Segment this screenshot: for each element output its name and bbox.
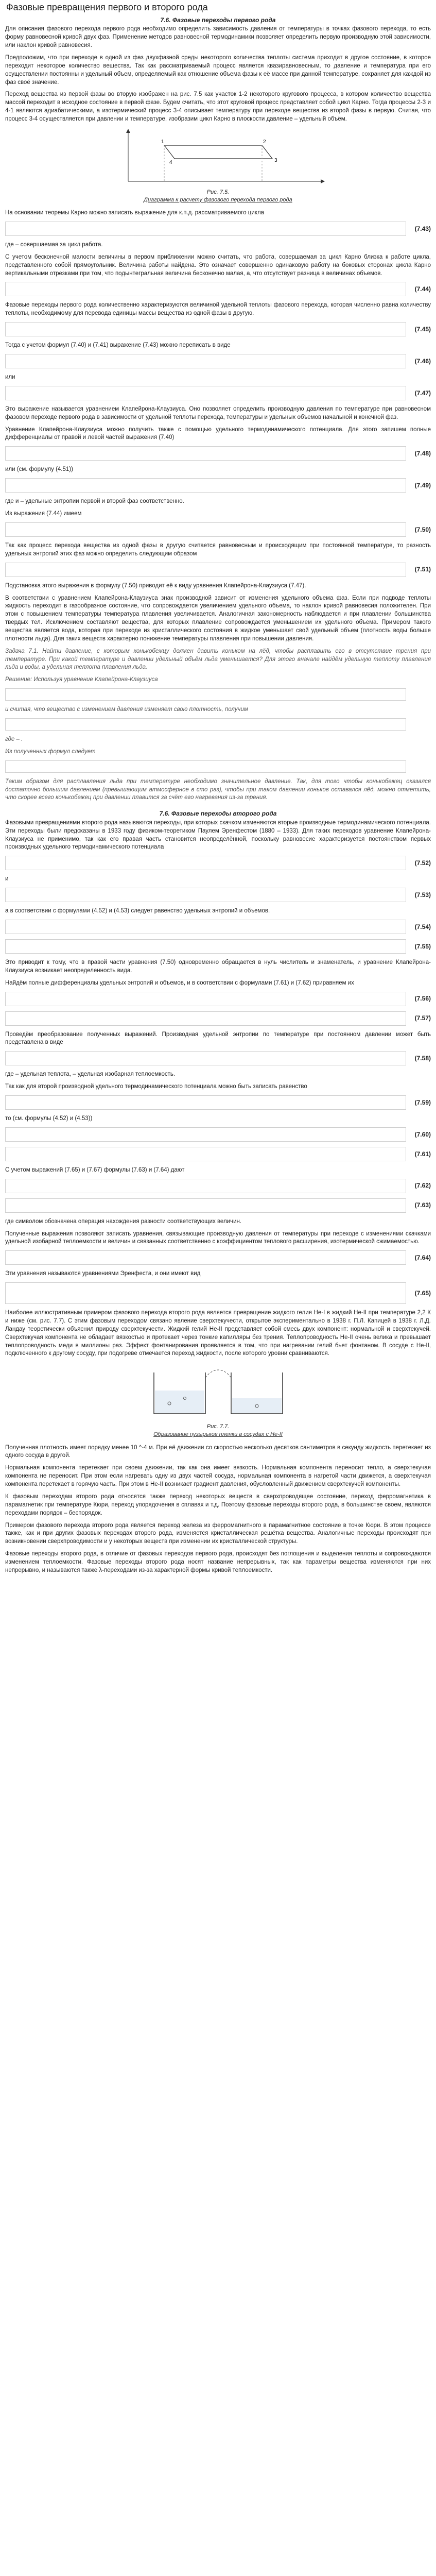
- section-heading: Фазовые переходы первого рода: [172, 16, 276, 24]
- task-paragraph: Таким образом для расплавления льда при температуре необходимо значительное давление. Так, для того чтобы конькобежец оказался достаточно большим давлением (превышающим атмосферное в сто раз), чтобы при таком давлении коньков оставался лёд, можно отметить, что скорее всего конькобежец при давлении плавится за счёт его нагревания из-за трения.: [5, 778, 431, 801]
- equation-row: [5, 760, 431, 773]
- task-paragraph: и считая, что вещество с изменением давления изменяет свою плотность, получим: [5, 706, 248, 713]
- equation-formula: [5, 563, 406, 577]
- task-paragraph: Задача 7.1. Найти давление, с которым конькобежцу должен давить коньком на лёд, чтобы расплавить его в отсутствие трения при температуре. При какой температуре и давлении удельный объём льда уменьшается? Для этого вначале найдём удельную теплоту плавления льда и воды, а удельная теплота плавления льда.: [5, 648, 431, 671]
- carnot-cycle-diagram: [108, 128, 329, 188]
- equation-row: [5, 1147, 431, 1161]
- section-title-first-order: [5, 16, 431, 25]
- paragraph: Найдём полные дифференциалы удельных энтропий и объемов, и в соответствии с формулами (7.61) и (7.62) приравняем их: [5, 979, 354, 986]
- equation-number: (7.61): [414, 1150, 431, 1158]
- page-title: Фазовые превращения первого и второго рода: [6, 2, 208, 12]
- equation-number: (7.56): [414, 995, 431, 1003]
- equation-formula: [5, 1179, 406, 1193]
- equation-number: (7.50): [414, 526, 431, 533]
- equation-formula: [5, 1127, 406, 1142]
- paragraph: Эти уравнения называются уравнениями Эренфеста, и они имеют вид: [5, 1270, 201, 1277]
- section-number: 7.6.: [159, 810, 170, 818]
- section-title-second-order: [5, 809, 431, 818]
- equation-formula: [5, 354, 406, 368]
- figure-caption-text: Диаграмма к расчету фазового перехода первого рода: [144, 197, 292, 203]
- task-paragraph: где – .: [5, 736, 23, 742]
- equation-row: [5, 1095, 431, 1110]
- paragraph: Фазовыми превращениями второго рода называются переходы, при которых скачком изменяются вторые производные термодинамического потенциала. Эти переходы были предсказаны в 1933 году физиком-теоретиком Паулем Эренфестом (1880 – 1933). Для таких переходов уравнение Клапейрона-Клаузиуса не применимо, так как его правая часть становится неопределённой, поскольку равновесие характеризуется постоянством первых производных удельного термодинамического потенциала: [5, 819, 431, 851]
- equation-formula: [5, 992, 406, 1006]
- equation-number: (7.59): [414, 1098, 431, 1106]
- svg-text:2: 2: [263, 139, 266, 145]
- paragraph: то (см. формулы (4.52) и (4.53)): [5, 1115, 93, 1122]
- equation-number: (7.45): [414, 325, 431, 333]
- equation-number: (7.47): [414, 389, 431, 397]
- equation-row: [5, 888, 431, 902]
- equation-row: [5, 478, 431, 493]
- equation-row: [5, 688, 431, 701]
- paragraph: Наиболее иллюстративным примером фазового перехода второго рода является превращение жидкого гелия He-I в жидкий He-II при температуре 2,2 К и ниже (см. рис. 7.7). С этим фазовым переходом связано явление сверхтекучести, открытое экспериментально в 1938 г. П.Л. Капицей в 1938 г. Л.Д. Ландау теоретически объяснил природу сверхтекучести. Жидкий гелий He-II представляет собой смесь двух компонент: нормальной и сверхтекучей. Сверхтекучая компонента не обладает вязкостью и протекает через тонкие капилляры без трения. Теплопроводность He-II очень велика и превышает теплопроводность меди в миллионы раз. Эффект фонтанирования проявляется в том, что при нагревании гелий бьет фонтаном. В сосуде с He-II, подключенного к другому сосуду, при подогреве отмечается переход жидкости, после которого уровни сравниваются.: [5, 1310, 431, 1357]
- equation-formula: [5, 939, 406, 954]
- task-paragraph: Решение: Используя уравнение Клапейрона-Клаузиуса: [5, 676, 158, 683]
- paragraph: и: [5, 876, 9, 883]
- equation-row: [5, 1179, 431, 1193]
- equation-number: (7.46): [414, 357, 431, 365]
- equation-row: [5, 1198, 431, 1213]
- equation-number: (7.57): [414, 1014, 431, 1022]
- equation-row: [5, 354, 431, 368]
- paragraph: Предположим, что при переходе в одной из фаз двухфазной среды некоторого количества теплоты система приходит в другое состояние, в которое переходит некоторое количество вещества. Так как рассматриваемый процесс является квазиравновесным, то давление и температура при его осуществлении постоянны и удельный объем, определяемый как отношение объема фазы к её массе при данной температуре, сохраняет для каждой из фаз своё значение.: [5, 54, 431, 86]
- equation-number: (7.64): [414, 1253, 431, 1261]
- svg-text:4: 4: [169, 159, 172, 165]
- document-page: [5, 0, 431, 1575]
- equation-formula: [5, 1011, 406, 1026]
- paragraph: Фазовые переходы второго рода, в отличие от фазовых переходов первого рода, происходят без поглощения и выделения теплоты и сопровождаются изменением теплоемкости. Фазовые переходы второго рода носят название непрерывных, так как параметры вещества изменяются при них непрерывно, и называются также λ-переходами из-за характерной формы кривой теплоемкости.: [5, 1551, 431, 1573]
- equation-formula: [5, 760, 406, 773]
- equation-formula: [5, 478, 406, 493]
- equation-number: (7.60): [414, 1130, 431, 1138]
- svg-text:1: 1: [161, 139, 164, 145]
- paragraph: К фазовым переходам второго рода относятся также переход некоторых веществ в сверхпроводящее состояние, переход ферромагнетика в парамагнетик при температуре Кюри, переход упорядочения в сплавах и т.д. Поэтому фазовые переходы второго рода, в большинстве своем, являются переходами порядок – беспорядок.: [5, 1493, 431, 1516]
- svg-text:3: 3: [274, 157, 277, 163]
- equation-number: (7.53): [414, 891, 431, 899]
- figure-7-7-caption: [5, 1423, 431, 1438]
- paragraph: Это приводит к тому, что в правой части уравнения (7.50) одновременно обращается в нуль числитель и знаменатель, и уравнение Клапейрона-Клаузиуса возникает неопределенность вида.: [5, 959, 431, 974]
- equation-formula: [5, 856, 406, 870]
- paragraph: В соответствии с уравнением Клапейрона-Клаузиуса знак производной зависит от изменения удельного объема фаз. Если при подводе теплоты жидкость переходит в газообразное состояние, что сопровождается увеличением удельного объема, то наклон кривой равновесия положителен. При этом с повышением температуры температура плавления увеличивается. Аналогичная закономерность наблюдается и при плавлении большинства твердых тел. Исключением составляют вещества, для которых плавление сопровождается уменьшением их удельного объема. Примером такого вещества является вода, которая при переходе из кристаллического состояния в жидкое уменьшает свой удельный объем (плотность воды больше плотности льда). Для таких веществ характерно понижение температуры плавления при повышении давления.: [5, 595, 431, 642]
- figure-label: Рис. 7.7.: [206, 1423, 230, 1430]
- paragraph: Это выражение называется уравнением Клапейрона-Клаузиуса. Оно позволяет определить производную давления по температуре при равновесном фазовом переходе первого рода в зависимости от удельной теплоты перехода, температуры и удельных объемов начальной и конечной фаз.: [5, 405, 431, 420]
- paragraph: Так как для второй производной удельного термодинамического потенциала можно быть записать равенство: [5, 1083, 307, 1090]
- paragraph: а в соответствии с формулами (4.52) и (4.53) следует равенство удельных энтропий и объемов.: [5, 908, 270, 914]
- equation-number: (7.58): [414, 1054, 431, 1062]
- equation-formula: [5, 1051, 406, 1065]
- paragraph: Примером фазового перехода второго рода является переход железа из ферромагнитного в парамагнитное состояние в точке Кюри. В этом процессе также, как и при других фазовых переходах второго рода, изменяется кристаллическая решётка вещества. Аналогичные переходы происходят при возникновении сверхпроводимости и у некоторых веществ при изменении их кристаллической структуры.: [5, 1522, 431, 1545]
- equation-formula: [5, 718, 406, 731]
- paragraph: Полученная плотность имеет порядку менее 10 ^-4 м. При её движении со скоростью несколько десятков сантиметров в секунду жидкость перетекает из одного сосуда в другой.: [5, 1444, 431, 1459]
- paragraph: Полученные выражения позволяют записать уравнения, связывающие производную давления от температуры при переходе с изменениями скачками удельной изобарной теплоемкости и величин и связанных соответственно с коэффициентом теплового расширения, изотермической сжимаемостью.: [5, 1230, 431, 1245]
- equation-formula: [5, 522, 406, 537]
- equation-row: [5, 282, 431, 296]
- paragraph: где – совершаемая за цикл работа.: [5, 242, 103, 248]
- paragraph: На основании теоремы Карно можно записать выражение для к.п.д. рассматриваемого цикла: [5, 210, 265, 216]
- equation-row: [5, 322, 431, 336]
- paragraph: или (см. формулу (4.51)): [5, 466, 73, 473]
- equation-row: [5, 1250, 431, 1265]
- equation-formula: [5, 920, 406, 934]
- paragraph: Для описания фазового перехода первого рода необходимо определить зависимость давления от температуры в точках фазового перехода, то есть форму равновесной кривой двух фаз. Применение методов равновесной термодинамики позволяет определить первую производную этой зависимости, или наклон кривой равновесия.: [5, 26, 431, 49]
- equation-row: [5, 386, 431, 400]
- equation-number: (7.62): [414, 1182, 431, 1190]
- equation-row: [5, 222, 431, 236]
- equation-row: [5, 920, 431, 934]
- equation-row: [5, 856, 431, 870]
- paragraph: С учетом выражений (7.65) и (7.67) формулы (7.63) и (7.64) дают: [5, 1166, 185, 1173]
- equation-row: [5, 1051, 431, 1065]
- paragraph: Фазовые переходы первого рода количественно характеризуются величиной удельной теплоты фазового перехода, которая численно равна количеству теплоты, необходимому для перевода единицы массы вещества из одной фазы в другую.: [5, 302, 431, 317]
- paragraph: Проведём преобразование полученных выражений. Производная удельной энтропии по температуре при постоянном давлении может быть представлена в виде: [5, 1031, 431, 1046]
- figure-7-5-diagram: [108, 128, 329, 188]
- task-paragraph: Из полученных формул следует: [5, 748, 96, 755]
- paragraph: где – удельная теплота, – удельная изобарная теплоемкость.: [5, 1071, 176, 1078]
- equation-row: [5, 718, 431, 731]
- equation-formula: [5, 1095, 406, 1110]
- equation-row: [5, 563, 431, 577]
- equation-number: (7.52): [414, 859, 431, 867]
- equation-formula: [5, 222, 406, 236]
- helium-vessels-diagram: [108, 1362, 329, 1422]
- paragraph: Из выражения (7.44) имеем: [5, 511, 82, 517]
- equation-row: [5, 1011, 431, 1026]
- section-heading: Фазовые переходы второго рода: [171, 810, 277, 818]
- paragraph: Тогда с учетом формул (7.40) и (7.41) выражение (7.43) можно переписать в виде: [5, 342, 231, 349]
- paragraph: где символом обозначена операция нахождения разности соответствующих величин.: [5, 1218, 242, 1225]
- equation-row: [5, 992, 431, 1006]
- equation-number: (7.43): [414, 225, 431, 232]
- figure-7-7-diagram: [108, 1362, 329, 1422]
- figure-caption-text: Образование пузырьков пленки в сосудах с He-II: [153, 1431, 283, 1438]
- equation-formula: [5, 386, 406, 400]
- equation-number: (7.63): [414, 1201, 431, 1209]
- paragraph: Подстановка этого выражения в формулу (7.50) приводит её к виду уравнения Клапейрона-Клаузиуса (7.47).: [5, 582, 306, 589]
- equation-number: (7.54): [414, 923, 431, 930]
- equation-number: (7.55): [414, 942, 431, 950]
- equation-formula: [5, 688, 406, 701]
- equation-formula: [5, 322, 406, 336]
- equation-formula: [5, 888, 406, 902]
- equation-number: (7.51): [414, 566, 431, 573]
- equation-formula: [5, 1250, 406, 1265]
- equation-formula: [5, 446, 406, 461]
- equation-number: (7.49): [414, 481, 431, 489]
- section-number: 7.6.: [160, 16, 171, 24]
- equation-number: (7.48): [414, 450, 431, 457]
- equation-formula: [5, 1147, 406, 1161]
- paragraph: или: [5, 374, 15, 381]
- equation-formula: [5, 1198, 406, 1213]
- equation-formula: [5, 282, 406, 296]
- paragraph: где и – удельные энтропии первой и второй фаз соответственно.: [5, 498, 184, 505]
- equation-row: [5, 939, 431, 954]
- equation-number: (7.44): [414, 285, 431, 293]
- figure-label: Рис. 7.5.: [206, 189, 230, 195]
- equation-row: [5, 1282, 431, 1304]
- figure-7-5-caption: [5, 189, 431, 204]
- paragraph: Так как процесс перехода вещества из одной фазы в другую считается равновесным и происходящим при постоянной температуре, то разность удельных энтропий этих фаз можно определить следующим образом: [5, 542, 431, 557]
- equation-row: [5, 446, 431, 461]
- equation-row: [5, 522, 431, 537]
- equation-formula: [5, 1282, 406, 1304]
- paragraph: Переход вещества из первой фазы во вторую изображен на рис. 7.5 как участок 1-2 некоторого кругового процесса, в котором количество вещества массой переходит в исходное состояние в первой фазе. Будем считать, что этот круговой процесс представляет собой цикл Карно. Тогда процессы 2-3 и 4-1 являются адиабатическими, а изотермический процесс 3-4 описывает температуру при переходе вещества из второй фазы в первую. Считая, что процесс 3-4 осуществляется при давлении и температуре, изобразим цикл Карно в плоскости давление – удельный объём.: [5, 91, 431, 122]
- paragraph: Уравнение Клапейрона-Клаузиуса можно получить также с помощью удельного термодинамического потенциала. Для этого запишем полные дифференциалы от правой и левой частей выражения (7.40): [5, 426, 431, 441]
- paragraph: С учетом бесконечной малости величины в первом приближении можно считать, что работа, совершаемая за цикл Карно близка к работе цикла, представленного собой прямоугольник. Величина работы найдена. Это означает совершенно одинаковую работу на боковых сторонах цикла Карно вертикальными отрезками при том, что подынтегральная величина бесконечно малая, а, что отсутствует разница в величинах объемов.: [5, 253, 431, 277]
- equation-number: (7.65): [414, 1289, 431, 1297]
- equation-row: [5, 1127, 431, 1142]
- paragraph: Нормальная компонента перетекает при своем движении, так как она имеет вязкость. Нормальная компонента переносит тепло, а сверхтекучая компонента не переносит. При этом если нагревать одну из двух частей сосуда, нормальная компонента в нагретой части движется, а сверхтекучая компонента перетекает в горячую часть. При этом в He-II возникает градиент давления, обусловленный движением сверхтекучей компоненты.: [5, 1465, 431, 1488]
